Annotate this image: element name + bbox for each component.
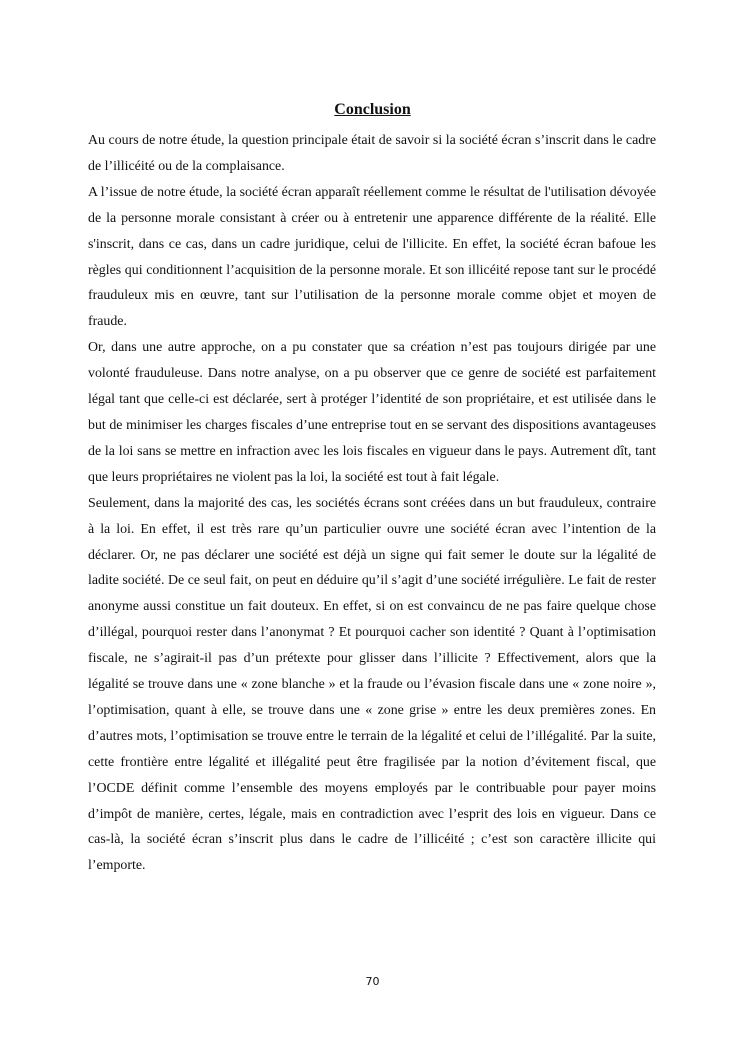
paragraph-fraud: Seulement, dans la majorité des cas, les sociétés écrans sont créées dans un but frauduleux, contraire à la loi. En effet, il est très rare qu’un particulier ouvre une société écran avec l’intention de la déclarer. Or, ne pas déclarer une société est déjà un signe qui fait semer le doute sur la légalité de ladite société. De ce seul fait, on peut en déduire qu’il s’agit d’une société irrégulière. Le fait de rester anonyme aussi constitue un fait douteux. En effet, si on est convaincu de ne pas faire quelque chose d’illégal, pourquoi rester dans l’anonymat ? Et pourquoi cacher son identité ? Quant à l’optimisation fiscale, ne s’agirait-il pas d’un prétexte pour glisser dans l’illicite ? Effectivement, alors que la légalité se trouve dans une « zone blanche » et la fraude ou l’évasion fiscale dans une « zone noire », l’optimisation, quant à elle, se trouve dans une « zone grise » entre les deux premières zones. En d’autres mots, l’optimisation se trouve entre le terrain de la légalité et celui de l’illégalité. Par la suite, cette frontière entre légalité et illégalité peut être fragilisée par la notion d’évitement fiscal, que l’OCDE définit comme l’ensemble des moyens employés par le contribuable pour payer moins d’impôt de manière, certes, légale, mais en contradiction avec l’esprit des lois en vigueur. Dans ce cas-là, la société écran s’inscrit plus dans le cadre de l’illicéité ; c’est son caractère illicite qui l’emporte. — [88, 495, 656, 874]
paragraph-illicit: A l’issue de notre étude, la société écran apparaît réellement comme le résultat de l'utilisation dévoyée de la personne morale consistant à créer ou à entretenir une apparence différente de la réalité. Elle s'inscrit, dans ce cas, dans un cadre juridique, celui de l'illicite. En effet, la société écran bafoue les règles qui conditionnent l’acquisition de la personne morale. Et son illicéité repose tant sur le procédé frauduleux mis en œuvre, tant sur l’utilisation de la personne morale comme objet et moyen de fraude. — [88, 184, 656, 330]
page-number: 70 — [365, 975, 380, 988]
page-title: Conclusion — [334, 100, 411, 118]
body-text — [88, 128, 656, 879]
paragraph-legal: Or, dans une autre approche, on a pu constater que sa création n’est pas toujours dirigée par une volonté frauduleuse. Dans notre analyse, on a pu observer que ce genre de société est parfaitement légal tant que celle-ci est déclarée, sert à protéger l’identité de son propriétaire, et est utilisée dans le but de minimiser les charges fiscales d’une entreprise tout en se servant des dispositions avantageuses de la loi sans se mettre en infraction avec les lois fiscales en vigueur dans le pays. Autrement dît, tant que leurs propriétaires ne violent pas la loi, la société est tout à fait légale. — [88, 340, 656, 485]
paragraph-intro: Au cours de notre étude, la question principale était de savoir si la société écran s’inscrit dans le cadre de l’illicéité ou de la complaisance. — [88, 133, 656, 174]
